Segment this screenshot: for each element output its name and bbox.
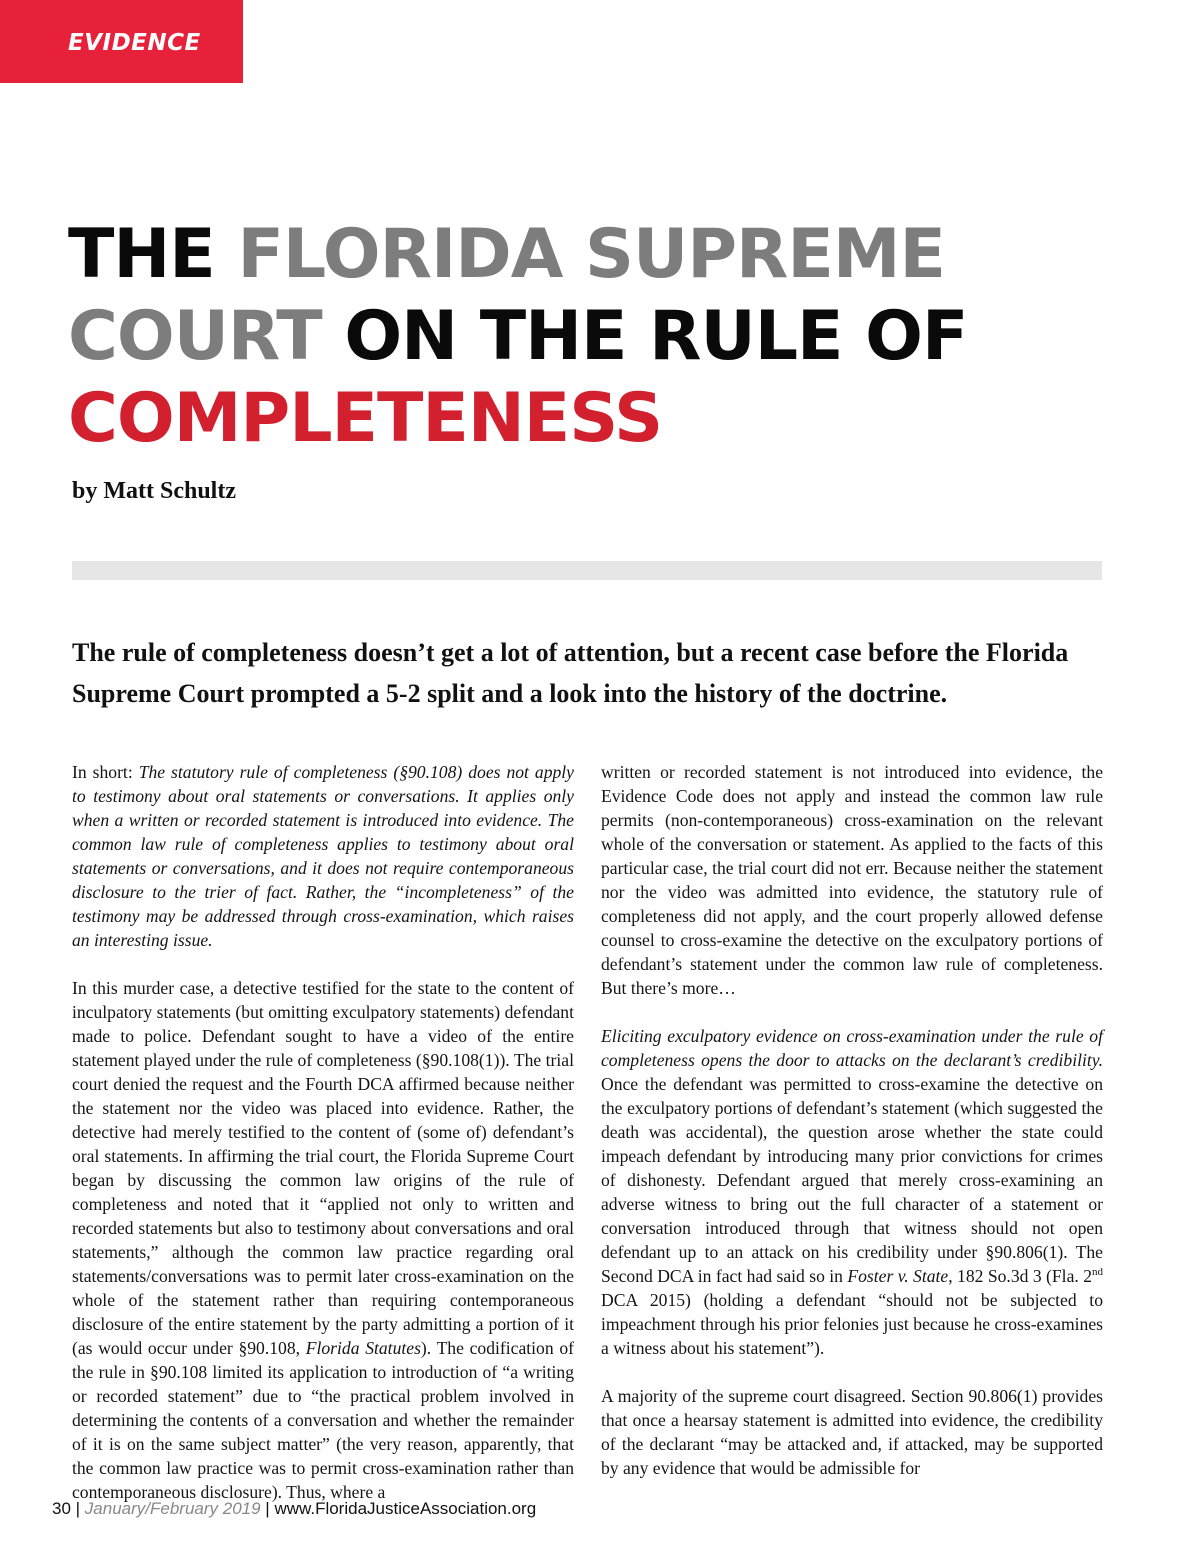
article-title [68,214,1168,460]
byline: by Matt Schultz [72,478,236,504]
section-tab [0,0,243,83]
deck-summary: The rule of completeness doesn’t get a lot of attention, but a recent case before the Florida Supreme Court prompted a 5-2 split and a look into the history of the doctrine. [72,638,1069,708]
paragraph-majority: A majority of the supreme court disagreed. Section 90.806(1) provides that once a hearsay statement is admitted into evidence, the credibility of the declarant “may be attacked and, if attacked, may be supported by any evidence that would be admissible for [601,1386,1103,1478]
title-florida-supreme: FLORIDA SUPREME [237,215,945,294]
divider-bar [72,561,1102,580]
paragraph-murder-case: In this murder case, a detective testified for the state to the content of inculpatory statements (but omitting exculpatory statements) defendant made to police. Defendant sought to have a video of the entire statement played under the rule of completeness (§90.108(1)). The trial court denied the request and the Fourth DCA affirmed because neither the statement nor the video was placed into evidence. Rather, the detective had merely testified to the content of (some of) defendant’s oral statements. In affirming the trial court, the Florida Supreme Court began by discussing the common law origins of the rule of completeness and noted that it “applied not only to written and recorded statements but also to testimony about conversations and oral statements,” although the common law practice regarding oral statements/conversations was to permit later cross-examination on the whole of the statement rather than requiring contemporaneous disclosure of the entire statement by the party admitting a portion of it (as would occur under §90.108, Florida Statutes). The codification of the rule in §90.108 limited its application to introduction of “a writing or recorded statement” due to “the practical problem involved in determining the contents of a conversation and whether the remainder of it is on the same subject matter” (the very reason, apparently, that the common law practice was to permit cross-examination rather than contemporaneous disclosure). Thus, where a [72,978,575,1502]
section-label: EVIDENCE [68,30,201,56]
page-footer: 30 | January/February 2019 | www.FloridaJusticeAssociation.org [52,1499,537,1518]
paragraph-eliciting: Eliciting exculpatory evidence on cross-examination under the rule of completeness opens the door to attacks on the declarant’s credibility. Once the defendant was permitted to cross-examine the detective on the exculpatory portions of defendant’s statement (which suggested the death was accidental), the question arose whether the state could impeach defendant by introducing many prior convictions for crimes of dishonesty. Defendant argued that merely cross-examining an adverse witness to bring out the full character of a statement or conversation introduced through that witness should not open defendant up to an attack on his credibility under §90.806(1). The Second DCA in fact had said so in Foster v. State, 182 So.3d 3 (Fla. 2nd DCA 2015) (holding a defendant “should not be subjected to impeachment through his prior felonies just because he cross-examines a witness about his statement”). [601,1026,1103,1358]
issue-date: January/February 2019 [84,1499,261,1518]
website-link[interactable]: www.FloridaJusticeAssociation.org [274,1499,537,1518]
title-on-the-rule-of: ON THE RULE OF [344,297,968,376]
page-number: 30 [52,1499,71,1518]
body-column-right [601,760,1103,1504]
paragraph-continued: written or recorded statement is not introduced into evidence, the Evidence Code does not apply and instead the common law rule permits (non-contemporaneous) cross-examination on the relevant whole of the conversation or statement. As applied to the facts of this particular case, the trial court did not err. Because neither the statement nor the video was admitted into evidence, the statutory rule of completeness did not apply, and the court properly allowed defense counsel to cross-examine the detective on the exculpatory portions of defendant’s statement under the common law rule of completeness. But there’s more… [601,762,1103,998]
body-column-left [72,760,574,1528]
title-completeness: COMPLETENESS [68,379,663,458]
title-word-the: THE [68,215,215,294]
paragraph-in-short: In short: The statutory rule of completeness (§90.108) does not apply to testimony about oral statements or conversations. It applies only when a written or recorded statement is introduced into evidence. The common law rule of completeness applies to testimony about oral statements or conversations, and it does not require contemporaneous disclosure to the trier of fact. Rather, the “incompleteness” of the testimony may be addressed through cross-examination, which raises an interesting issue. [72,762,574,950]
title-court: COURT [68,297,322,376]
